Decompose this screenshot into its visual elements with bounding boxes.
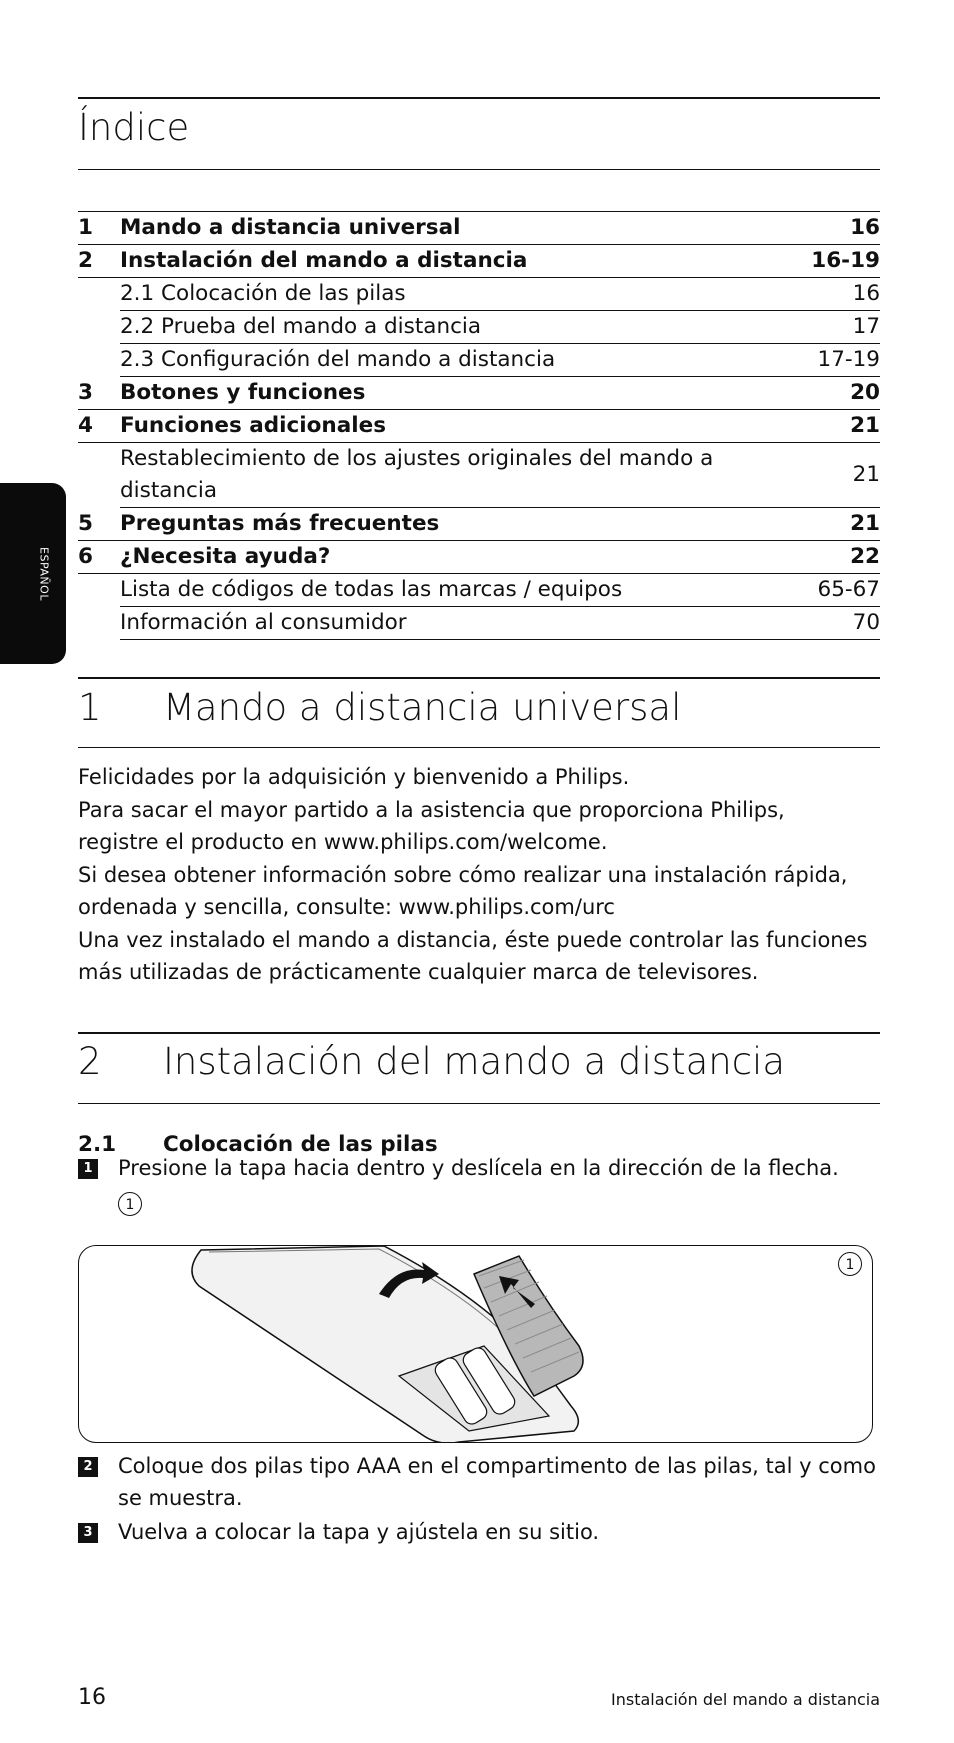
section1-top-rule [78,677,880,679]
section1-number: 1 [78,686,102,729]
toc-number: 2 [78,245,120,278]
toc-page: 21 [811,508,880,541]
index-title: Índice [78,106,190,149]
body-line: Felicidades por la adquisición y bienvenido a Philips. [78,765,630,789]
toc-page: 16-19 [811,245,880,278]
step-text: Coloque dos pilas tipo AAA en el compartimento de las pilas, tal y como se muestra. [118,1454,876,1510]
body-line: ordenada y sencilla, consulte: www.philips.com/urc [78,895,615,919]
body-line: registre el producto en www.philips.com/welcome. [78,830,608,854]
section2-heading [78,1040,785,1083]
toc-number [78,344,120,377]
index-title-rule [78,169,880,170]
figure-ref-circle: 1 [118,1192,142,1216]
toc-number: 1 [78,212,120,245]
step-text: Presione la tapa hacia dentro y deslícela en la dirección de la flecha. [118,1156,839,1180]
toc-page: 21 [811,410,880,443]
toc-row [78,245,880,278]
step-2 [78,1450,888,1514]
toc-number [78,311,120,344]
toc-number: 4 [78,410,120,443]
section1-body [78,761,888,989]
toc-title: 2.2 Prueba del mando a distancia [120,311,811,344]
toc-number [78,443,120,508]
toc-row [78,410,880,443]
step-badge: 3 [78,1523,98,1543]
section1-heading [78,686,681,729]
section1-title: Mando a distancia universal [163,686,682,729]
toc-row [78,212,880,245]
toc-number [78,278,120,311]
language-label: ESPAÑOL [37,546,51,601]
toc-page: 16 [811,212,880,245]
body-line: Si desea obtener información sobre cómo realizar una instalación rápida, [78,862,848,887]
step-text: Vuelva a colocar la tapa y ajústela en su sitio. [118,1520,600,1544]
toc-title: Preguntas más frecuentes [120,508,811,541]
toc-row [78,443,880,508]
section2-number: 2 [78,1040,102,1083]
toc-row [78,377,880,410]
section2-title: Instalación del mando a distancia [163,1040,785,1083]
remote-battery-illustration [79,1246,873,1443]
body-line: Una vez instalado el mando a distancia, éste puede controlar las funciones [78,927,868,952]
toc-page: 21 [811,443,880,508]
toc-page: 70 [811,607,880,640]
toc-number [78,607,120,640]
toc-title: 2.1 Colocación de las pilas [120,278,811,311]
toc-title: Restablecimiento de los ajustes originales del mando a distancia [120,443,811,508]
toc-row [78,344,880,377]
toc-page: 22 [811,541,880,574]
toc-row [78,311,880,344]
footer-page-number: 16 [78,1685,106,1710]
toc-page: 65-67 [811,574,880,607]
toc-row [78,607,880,640]
toc-page: 20 [811,377,880,410]
toc-title: 2.3 Configuración del mando a distancia [120,344,811,377]
section2-top-rule [78,1032,880,1034]
toc-title: ¿Necesita ayuda? [120,541,811,574]
language-side-tab [0,483,66,664]
toc-row [78,574,880,607]
battery-figure [78,1245,873,1443]
subsection-title: Colocación de las pilas [163,1132,438,1157]
top-rule [78,97,880,99]
step-badge: 1 [78,1159,98,1179]
toc-title: Instalación del mando a distancia [120,245,811,278]
step-badge: 2 [78,1457,98,1477]
body-line: Para sacar el mayor partido a la asistencia que proporciona Philips, [78,797,785,822]
section2-title-rule [78,1103,880,1104]
toc-title: Botones y funciones [120,377,811,410]
toc-page: 16 [811,278,880,311]
footer-section-title: Instalación del mando a distancia [611,1690,880,1709]
table-of-contents [78,211,880,640]
figure-ref-circle: 1 [838,1252,862,1276]
toc-number [78,574,120,607]
toc-row [78,508,880,541]
toc-title: Lista de códigos de todas las marcas / equipos [120,574,811,607]
toc-page: 17 [811,311,880,344]
toc-number: 6 [78,541,120,574]
step-3 [78,1516,888,1548]
toc-page: 17-19 [811,344,880,377]
toc-title: Funciones adicionales [120,410,811,443]
toc-number: 3 [78,377,120,410]
toc-title: Mando a distancia universal [120,212,811,245]
subsection-number: 2.1 [78,1132,117,1157]
toc-title: Información al consumidor [120,607,811,640]
step-1 [78,1152,888,1218]
toc-row [78,541,880,574]
section1-title-rule [78,747,880,748]
body-line: más utilizadas de prácticamente cualquier marca de televisores. [78,960,759,984]
toc-row [78,278,880,311]
toc-number: 5 [78,508,120,541]
